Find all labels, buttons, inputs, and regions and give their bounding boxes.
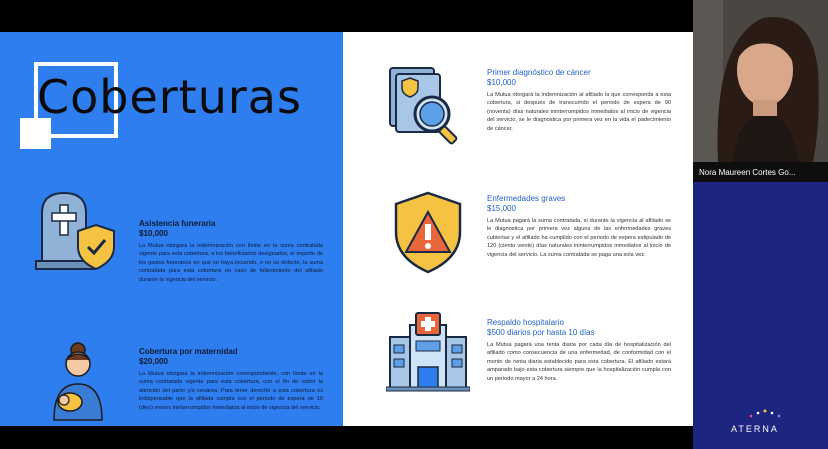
brand-panel <box>693 182 828 449</box>
tombstone-shield-icon <box>34 187 120 273</box>
mother-baby-icon <box>50 340 106 422</box>
section-maternity <box>139 347 323 412</box>
section-funeral <box>139 219 323 284</box>
brand-stars-icon <box>745 409 785 419</box>
section-body: La Mutua otorgará la indemnización correspondiente, con límite en la suma contratada vigente para esta cobertura, con el fin de cubrir la atención del parto y/o cesárea. Para tener derecho a esta cobertura es indispensable que la afiliada cumpla con el periodo de espera de 10 (diez) meses ininterrumpidos inmediatos al inicio de vigencia del servicio. <box>139 371 323 411</box>
section-amount: $15,000 <box>487 204 516 213</box>
hospital-building-icon <box>386 309 470 393</box>
participant-name: Nora Maureen Cortes Go... <box>693 162 828 182</box>
slide-right-panel <box>343 32 693 426</box>
section-amount: $500 diarios por hasta 10 días <box>487 328 595 337</box>
section-body: La Mutua pagará la suma contratada, si durante la vigencia al afiliado se le diagnostica por primera vez alguna de las enfermedades graves cubiertas y el afiliado ha cumplido con el periodo de espera estipulado de 120 (ciento veinte) días naturales ininterrumpidos inmediatos al inicio de vigencia del servicio. La suma contratada se paga una sola vez. <box>487 218 671 258</box>
participant-video-tile[interactable] <box>693 0 828 182</box>
section-amount: $10,000 <box>487 78 516 87</box>
section-title: Enfermedades graves <box>487 194 566 203</box>
section-body: La Mutua otorgará la indemnización con límite en la suma contratada vigente para esta cobertura, a los beneficiarios designados, el importe de los gastos funerarios en que se haya incurrido, o en su defecto, la suma contratada para esta cobertura en caso de fallecimiento del afiliado durante la vigencia del servicio. <box>139 243 323 283</box>
section-title: Respaldo hospitalario <box>487 318 564 327</box>
section-title: Asistencia funeraria <box>139 219 216 228</box>
magnifier-document-icon <box>386 64 468 146</box>
brand-logo: ATERNA <box>731 424 779 434</box>
slide-title: Coberturas <box>37 70 302 124</box>
warning-shield-icon <box>392 190 464 274</box>
section-serious-illness <box>487 194 671 259</box>
participant-video-feed <box>693 0 828 162</box>
slide-left-panel <box>0 32 343 426</box>
section-amount: $20,000 <box>139 357 168 366</box>
section-hospital <box>487 318 671 383</box>
presentation-slide <box>0 32 693 426</box>
section-body: La Mutua pagará una renta diaria por cada día de hospitalización del afiliado como consecuencia de una enfermedad, de conformidad con el monto de renta diaria establecido para esta cobertura. El afiliado estará amparado bajo esta cobertura siempre que la hospitalización cumpla con un periodo mayor a 24 hora. <box>487 342 671 382</box>
section-body: La Mutua otorgará la indemnización al afiliado la que corresponda a esta cobertura, si después de transcurrido el periodo de espera de 90 (noventa) días naturales ininterrumpidos inmediatos al inicio de vigencia del servicio, se le diagnostica por primera vez en la vida el padecimiento de cáncer. <box>487 92 671 132</box>
section-title: Cobertura por maternidad <box>139 347 238 356</box>
section-cancer <box>487 68 671 133</box>
section-amount: $10,000 <box>139 229 168 238</box>
section-title: Primer diagnóstico de cáncer <box>487 68 591 77</box>
